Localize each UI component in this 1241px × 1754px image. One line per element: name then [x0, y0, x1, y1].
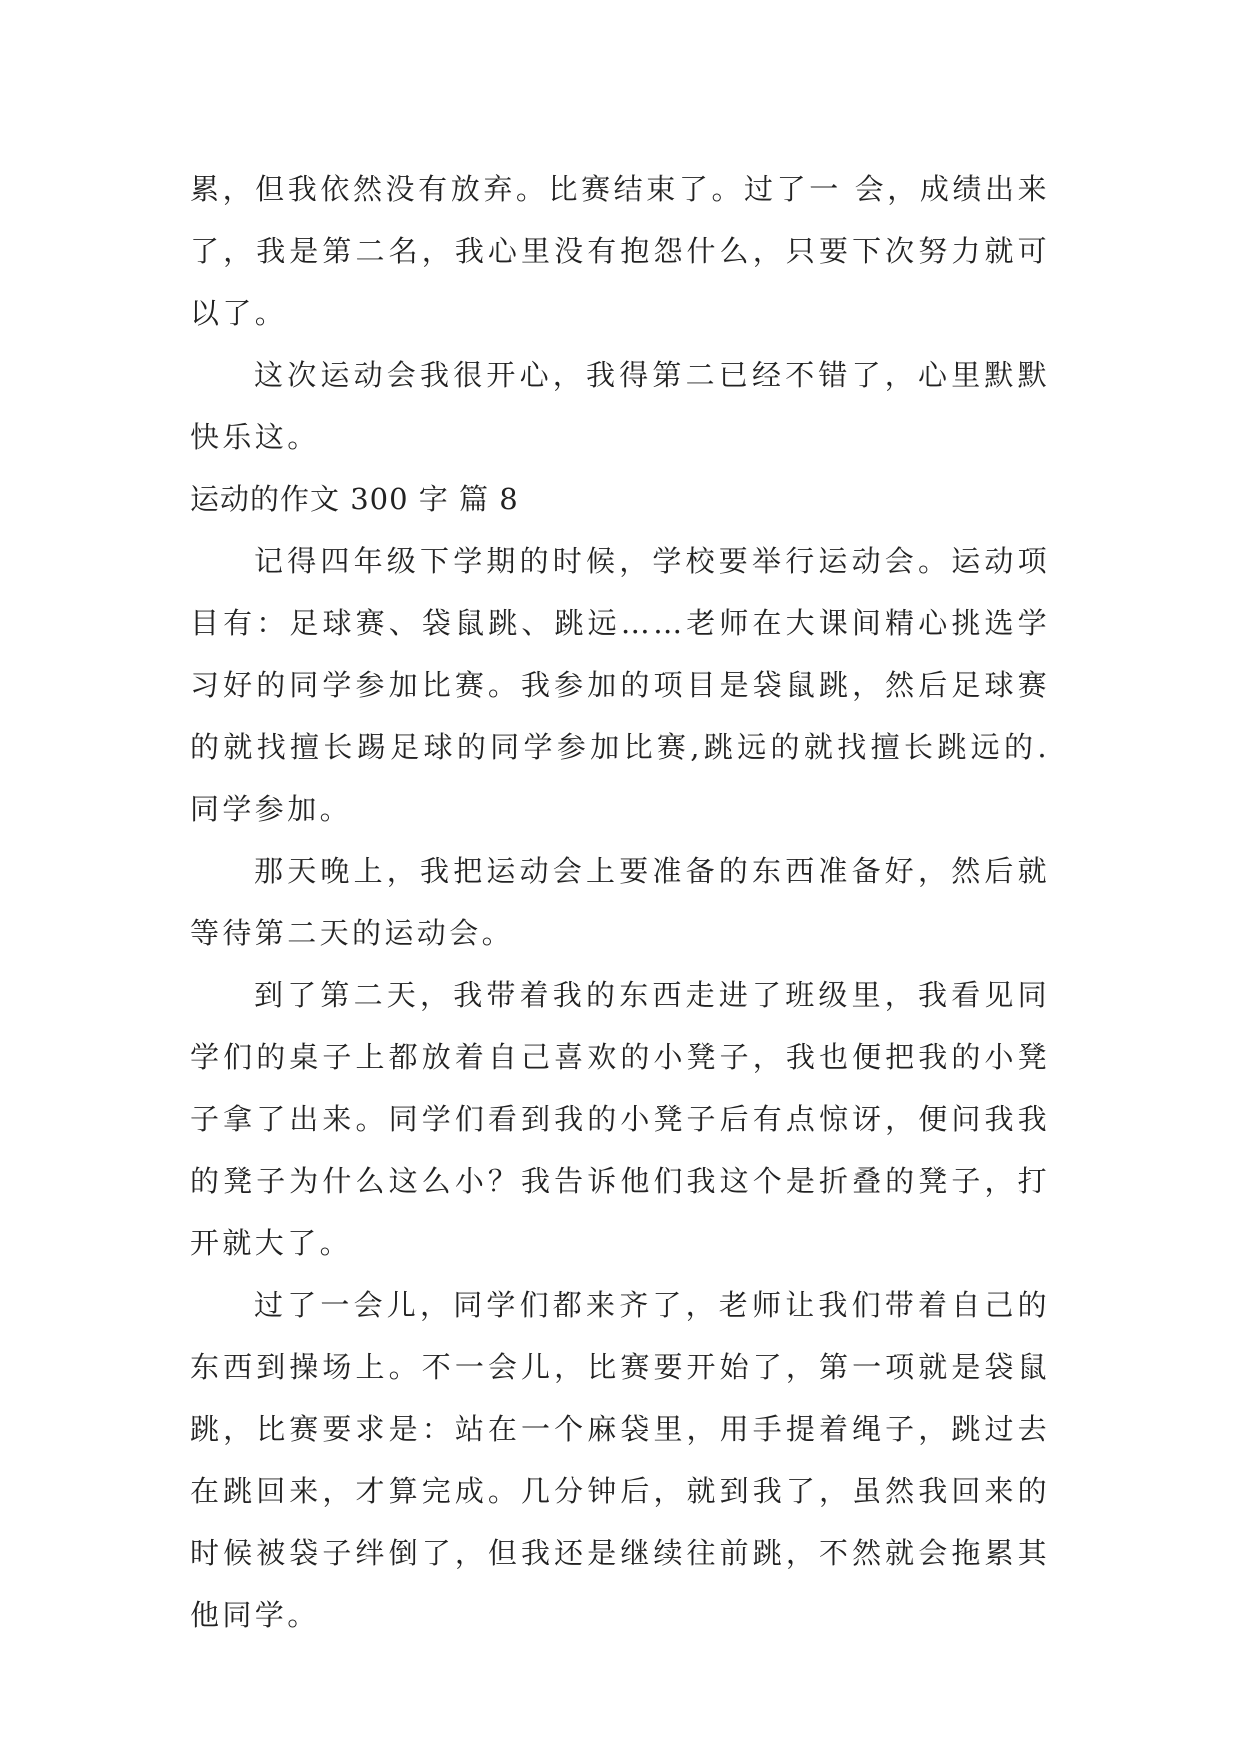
paragraph: 过了一会儿，同学们都来齐了，老师让我们带着自己的东西到操场上。不一会儿，比赛要开始了，第一项就是袋鼠跳，比赛要求是：站在一个麻袋里，用手提着绳子，跳过去在跳回来，才算完成。几分钟后，就到我了，虽然我回来的时候被袋子绊倒了，但我还是继续往前跳，不然就会拖累其他同学。	[190, 1288, 1050, 1632]
section-heading: 运动的作文 300 字 篇 8	[190, 482, 519, 516]
paragraph: 那天晚上，我把运动会上要准备的东西准备好，然后就等待第二天的运动会。	[190, 854, 1050, 950]
article-body	[190, 158, 1050, 1646]
paragraph: 这次运动会我很开心，我得第二已经不错了，心里默默快乐这。	[190, 358, 1050, 454]
paragraph-continuation: 累，但我依然没有放弃。比赛结束了。过了一 会，成绩出来了，我是第二名，我心里没有抱怨什么，只要下次努力就可以了。	[190, 172, 1050, 330]
paragraph: 到了第二天，我带着我的东西走进了班级里，我看见同学们的桌子上都放着自己喜欢的小凳子，我也便把我的小凳子拿了出来。同学们看到我的小凳子后有点惊讶，便问我我的凳子为什么这么小？我告诉他们我这个是折叠的凳子，打开就大了。	[190, 978, 1050, 1260]
paragraph: 记得四年级下学期的时候，学校要举行运动会。运动项目有：足球赛、袋鼠跳、跳远……老师在大课间精心挑选学习好的同学参加比赛。我参加的项目是袋鼠跳，然后足球赛的就找擅长踢足球的同学参加比赛,跳远的就找擅长跳远的.同学参加。	[190, 544, 1050, 826]
